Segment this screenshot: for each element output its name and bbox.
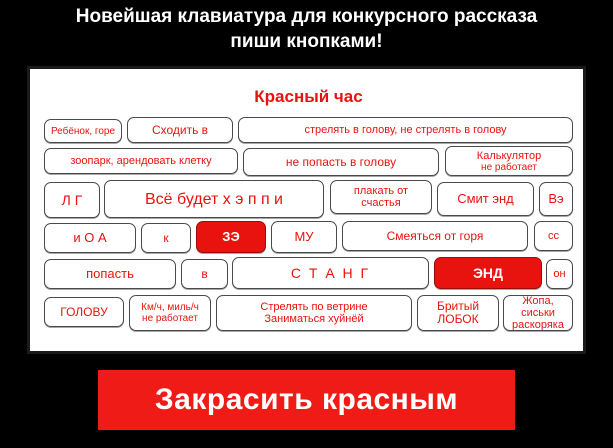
- key-strelyat-v-golovu[interactable]: стрелять в голову, не стрелять в голову: [238, 117, 573, 143]
- key-s-t-a-n-g[interactable]: С Т А Н Г: [232, 257, 429, 289]
- key-golovu[interactable]: ГОЛОВУ: [44, 297, 124, 327]
- key-ne-popast-v-golovu[interactable]: не попасть в голову: [243, 148, 439, 176]
- key-lg[interactable]: Л Г: [44, 182, 100, 218]
- key-on[interactable]: он: [546, 259, 573, 289]
- key-mu[interactable]: МУ: [271, 221, 337, 253]
- key-zoopark-arendovat-kletku[interactable]: зоопарк, арендовать клетку: [44, 148, 238, 174]
- poster-title: [0, 4, 613, 54]
- key-ss[interactable]: сс: [534, 221, 573, 251]
- key-ve[interactable]: Вэ: [539, 182, 573, 216]
- key-ze[interactable]: ЗЭ: [196, 221, 266, 253]
- key-popast[interactable]: попасть: [44, 259, 176, 289]
- key-smeyatsya-ot-gorya[interactable]: Смеяться от горя: [342, 221, 528, 251]
- key-kmch-milch[interactable]: Км/ч, миль/ч не работает: [129, 295, 211, 331]
- key-kalkulyator[interactable]: Калькулятор не работает: [445, 146, 573, 176]
- key-end[interactable]: ЭНД: [434, 257, 542, 289]
- key-k[interactable]: к: [141, 223, 191, 253]
- key-zhopa-siski[interactable]: Жопа, сиськи раскоряка: [503, 295, 573, 331]
- key-rebenok-gore[interactable]: Ребёнок, горе: [44, 119, 122, 143]
- key-brityi-lobok[interactable]: Бритый ЛОБОК: [417, 295, 499, 331]
- key-shodit-v[interactable]: Сходить в: [127, 117, 233, 143]
- keyboard-panel: [27, 66, 586, 354]
- key-i-o-a[interactable]: и О А: [44, 223, 136, 253]
- keyboard-heading: Красный час: [254, 87, 363, 106]
- banner-label: Закрасить красным: [154, 383, 459, 416]
- key-vsyo-budet-heppi[interactable]: Всё будет х э п п и: [104, 180, 324, 218]
- key-smit-end[interactable]: Смит энд: [437, 182, 534, 216]
- title-line-1: Новейшая клавиатура для конкурсного рассказа: [75, 6, 538, 27]
- key-strelyat-po-vetrine[interactable]: Стрелять по ветрине Заниматься хуйнёй: [216, 295, 412, 331]
- bottom-banner: [98, 370, 515, 430]
- title-line-2: пиши кнопками!: [230, 31, 383, 52]
- key-plakat-ot-schastya[interactable]: плакать от счастья: [330, 180, 432, 214]
- key-v[interactable]: в: [181, 259, 228, 289]
